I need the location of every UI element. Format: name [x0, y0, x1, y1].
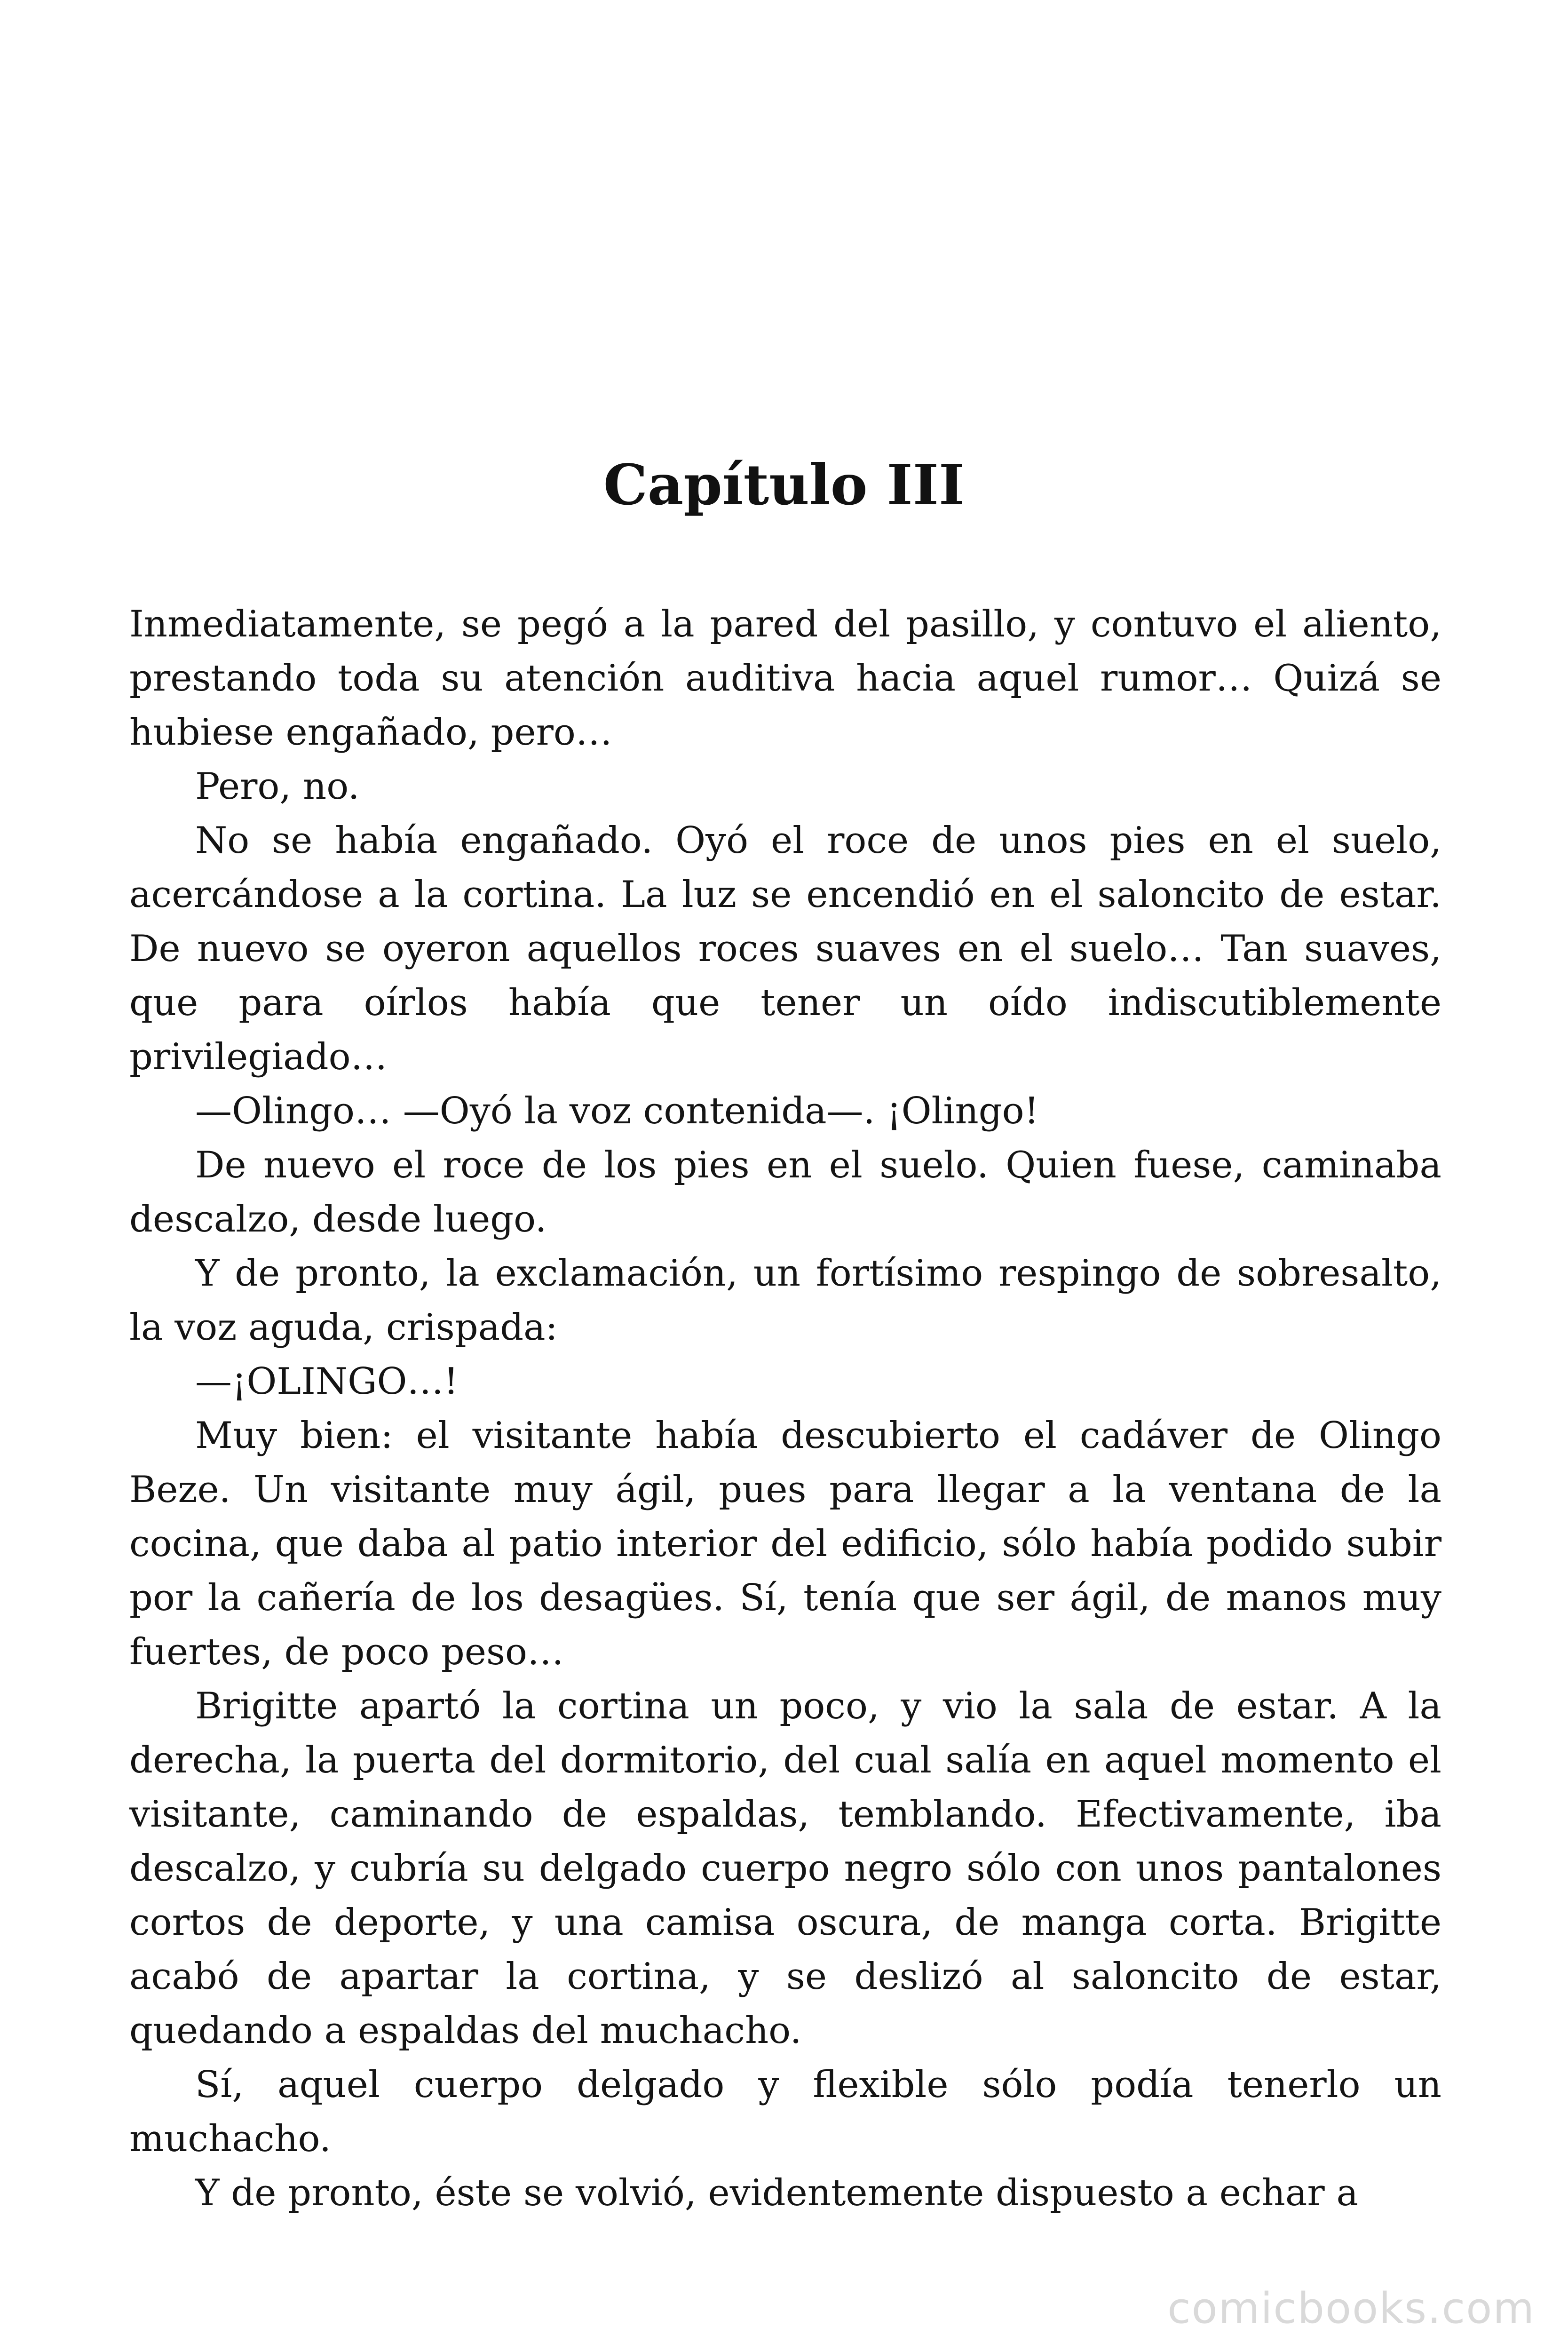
paragraph: Pero, no.	[195, 765, 360, 808]
paragraph: Muy bien: el visitante había descubierto el cadáver de Olingo Beze. Un visitante muy ágil, pues para llegar a la ventana de la cocina, que daba al patio interior del edificio, sólo había podido subir por la cañería de los desagües. Sí, tenía que ser ágil, de manos muy fuertes, de poco peso…	[129, 1414, 1441, 1673]
paragraph: —¡OLINGO…!	[195, 1360, 459, 1403]
chapter-title: Capítulo III	[603, 452, 965, 517]
paragraph: —Olingo… —Oyó la voz contenida—. ¡Olingo!	[195, 1090, 1039, 1132]
paragraph: No se había engañado. Oyó el roce de unos pies en el suelo, acercándose a la cortina. La luz se encendió en el saloncito de estar. De nuevo se oyeron aquellos roces suaves en el suelo… Tan suaves, que para oírlos había que tener un oído indiscutiblemente privilegiado…	[129, 819, 1441, 1078]
paragraph: Y de pronto, éste se volvió, evidentemente dispuesto a echar a	[195, 2172, 1358, 2214]
body-text	[129, 597, 1441, 2220]
paragraph: Y de pronto, la exclamación, un fortísimo respingo de sobresalto, la voz aguda, crispada:	[129, 1252, 1441, 1349]
paragraph: Inmediatamente, se pegó a la pared del pasillo, y contuvo el aliento, prestando toda su atención auditiva hacia aquel rumor… Quizá se hubiese engañado, pero…	[129, 603, 1441, 754]
watermark: comicbooks.com	[1167, 2284, 1535, 2333]
paragraph: Sí, aquel cuerpo delgado y flexible sólo podía tenerlo un muchacho.	[129, 2064, 1441, 2160]
paragraph: De nuevo el roce de los pies en el suelo. Quien fuese, caminaba descalzo, desde luego.	[129, 1144, 1441, 1240]
paragraph: Brigitte apartó la cortina un poco, y vio la sala de estar. A la derecha, la puerta del dormitorio, del cual salía en aquel momento el visitante, caminando de espaldas, temblando. Efectivamente, iba descalzo, y cubría su delgado cuerpo negro sólo con unos pantalones cortos de deporte, y una camisa oscura, de manga corta. Brigitte acabó de apartar la cortina, y se deslizó al saloncito de estar, quedando a espaldas del muchacho.	[129, 1685, 1441, 2052]
